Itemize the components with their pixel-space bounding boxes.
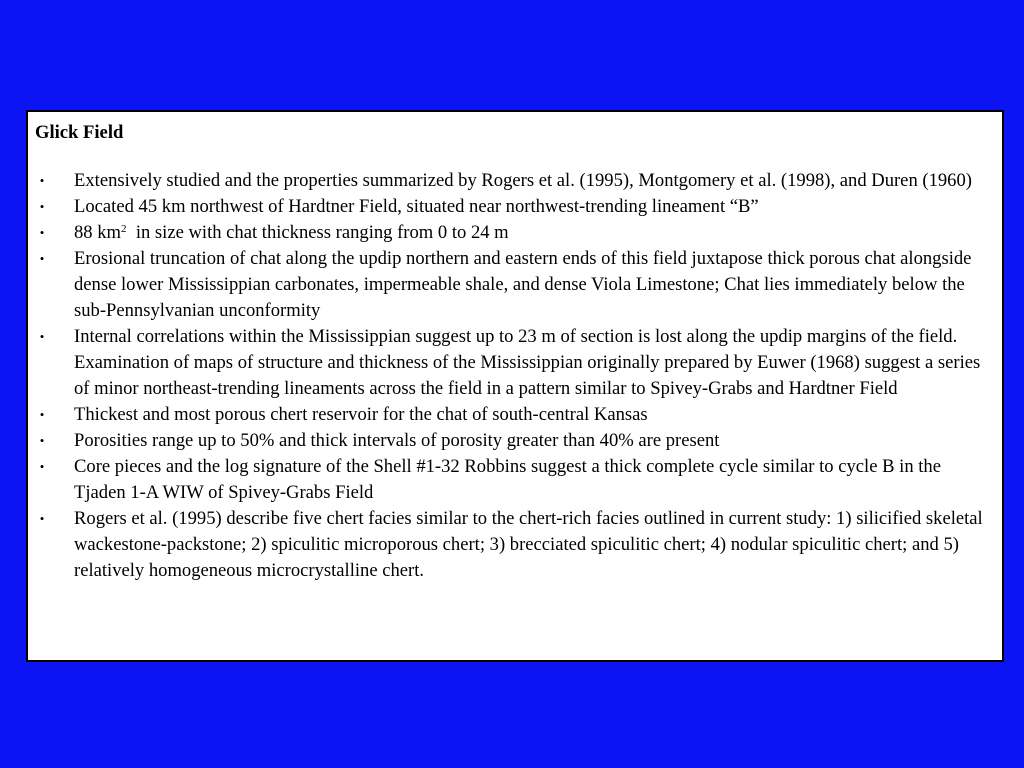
bullet-icon: • xyxy=(39,173,45,188)
bullet-icon: • xyxy=(39,251,45,266)
bullet-text: Extensively studied and the properties summarized by Rogers et al. (1995), Montgomery et al. (1998), and Duren (1960) xyxy=(74,170,972,191)
bullet-icon: • xyxy=(39,329,45,344)
bullet-icon: • xyxy=(39,199,45,214)
bullet-text: Rogers et al. (1995) describe five chert facies similar to the chert-rich facies outlined in current study: 1) silicified skeletal wackestone-packstone; 2) spiculitic microporous chert; 3) brecciated spiculitic chert; 4) nodular spiculitic chert; and 5) relatively homogeneous microcrystalline chert. xyxy=(74,508,983,581)
slide-title: Glick Field xyxy=(35,122,124,143)
list-item xyxy=(35,402,986,428)
bullet-text: Thickest and most porous chert reservoir for the chat of south-central Kansas xyxy=(74,404,648,425)
list-item xyxy=(35,220,986,246)
bullet-text: Porosities range up to 50% and thick intervals of porosity greater than 40% are present xyxy=(74,430,720,451)
bullet-icon: • xyxy=(39,459,45,474)
area-description: in size with chat thickness ranging from 0 to 24 m xyxy=(126,222,509,243)
bullet-text: Located 45 km northwest of Hardtner Field, situated near northwest-trending lineament “B” xyxy=(74,196,759,217)
bullet-icon: • xyxy=(39,225,45,240)
list-item xyxy=(35,194,986,220)
list-item xyxy=(35,428,986,454)
bullet-text: Core pieces and the log signature of the Shell #1-32 Robbins suggest a thick complete cycle similar to cycle B in the Tjaden 1-A WIW of Spivey-Grabs Field xyxy=(74,456,941,503)
bullet-icon: • xyxy=(39,407,45,422)
list-item xyxy=(35,454,986,506)
bullet-list xyxy=(35,168,986,584)
bullet-icon: • xyxy=(39,511,45,526)
list-item xyxy=(35,168,986,194)
bullet-text: Erosional truncation of chat along the updip northern and eastern ends of this field juxtapose thick porous chat alongside dense lower Mississippian carbonates, impermeable shale, and dense Viola Limestone; Chat lies immediately below the sub-Pennsylvanian unconformity xyxy=(74,248,972,321)
bullet-text: Internal correlations within the Mississippian suggest up to 23 m of section is lost along the updip margins of the field. Examination of maps of structure and thickness of the Mississippian originally prepared by Euwer (1968) suggest a series of minor northeast-trending lineaments across the field in a pattern similar to Spivey-Grabs and Hardtner Field xyxy=(74,326,981,399)
area-value: 88 km xyxy=(74,222,122,243)
bullet-text xyxy=(74,220,986,246)
bullet-icon: • xyxy=(39,433,45,448)
list-item xyxy=(35,506,986,584)
list-item xyxy=(35,246,986,324)
content-panel xyxy=(26,110,1004,662)
superscript: 2 xyxy=(121,223,127,235)
list-item xyxy=(35,324,986,402)
